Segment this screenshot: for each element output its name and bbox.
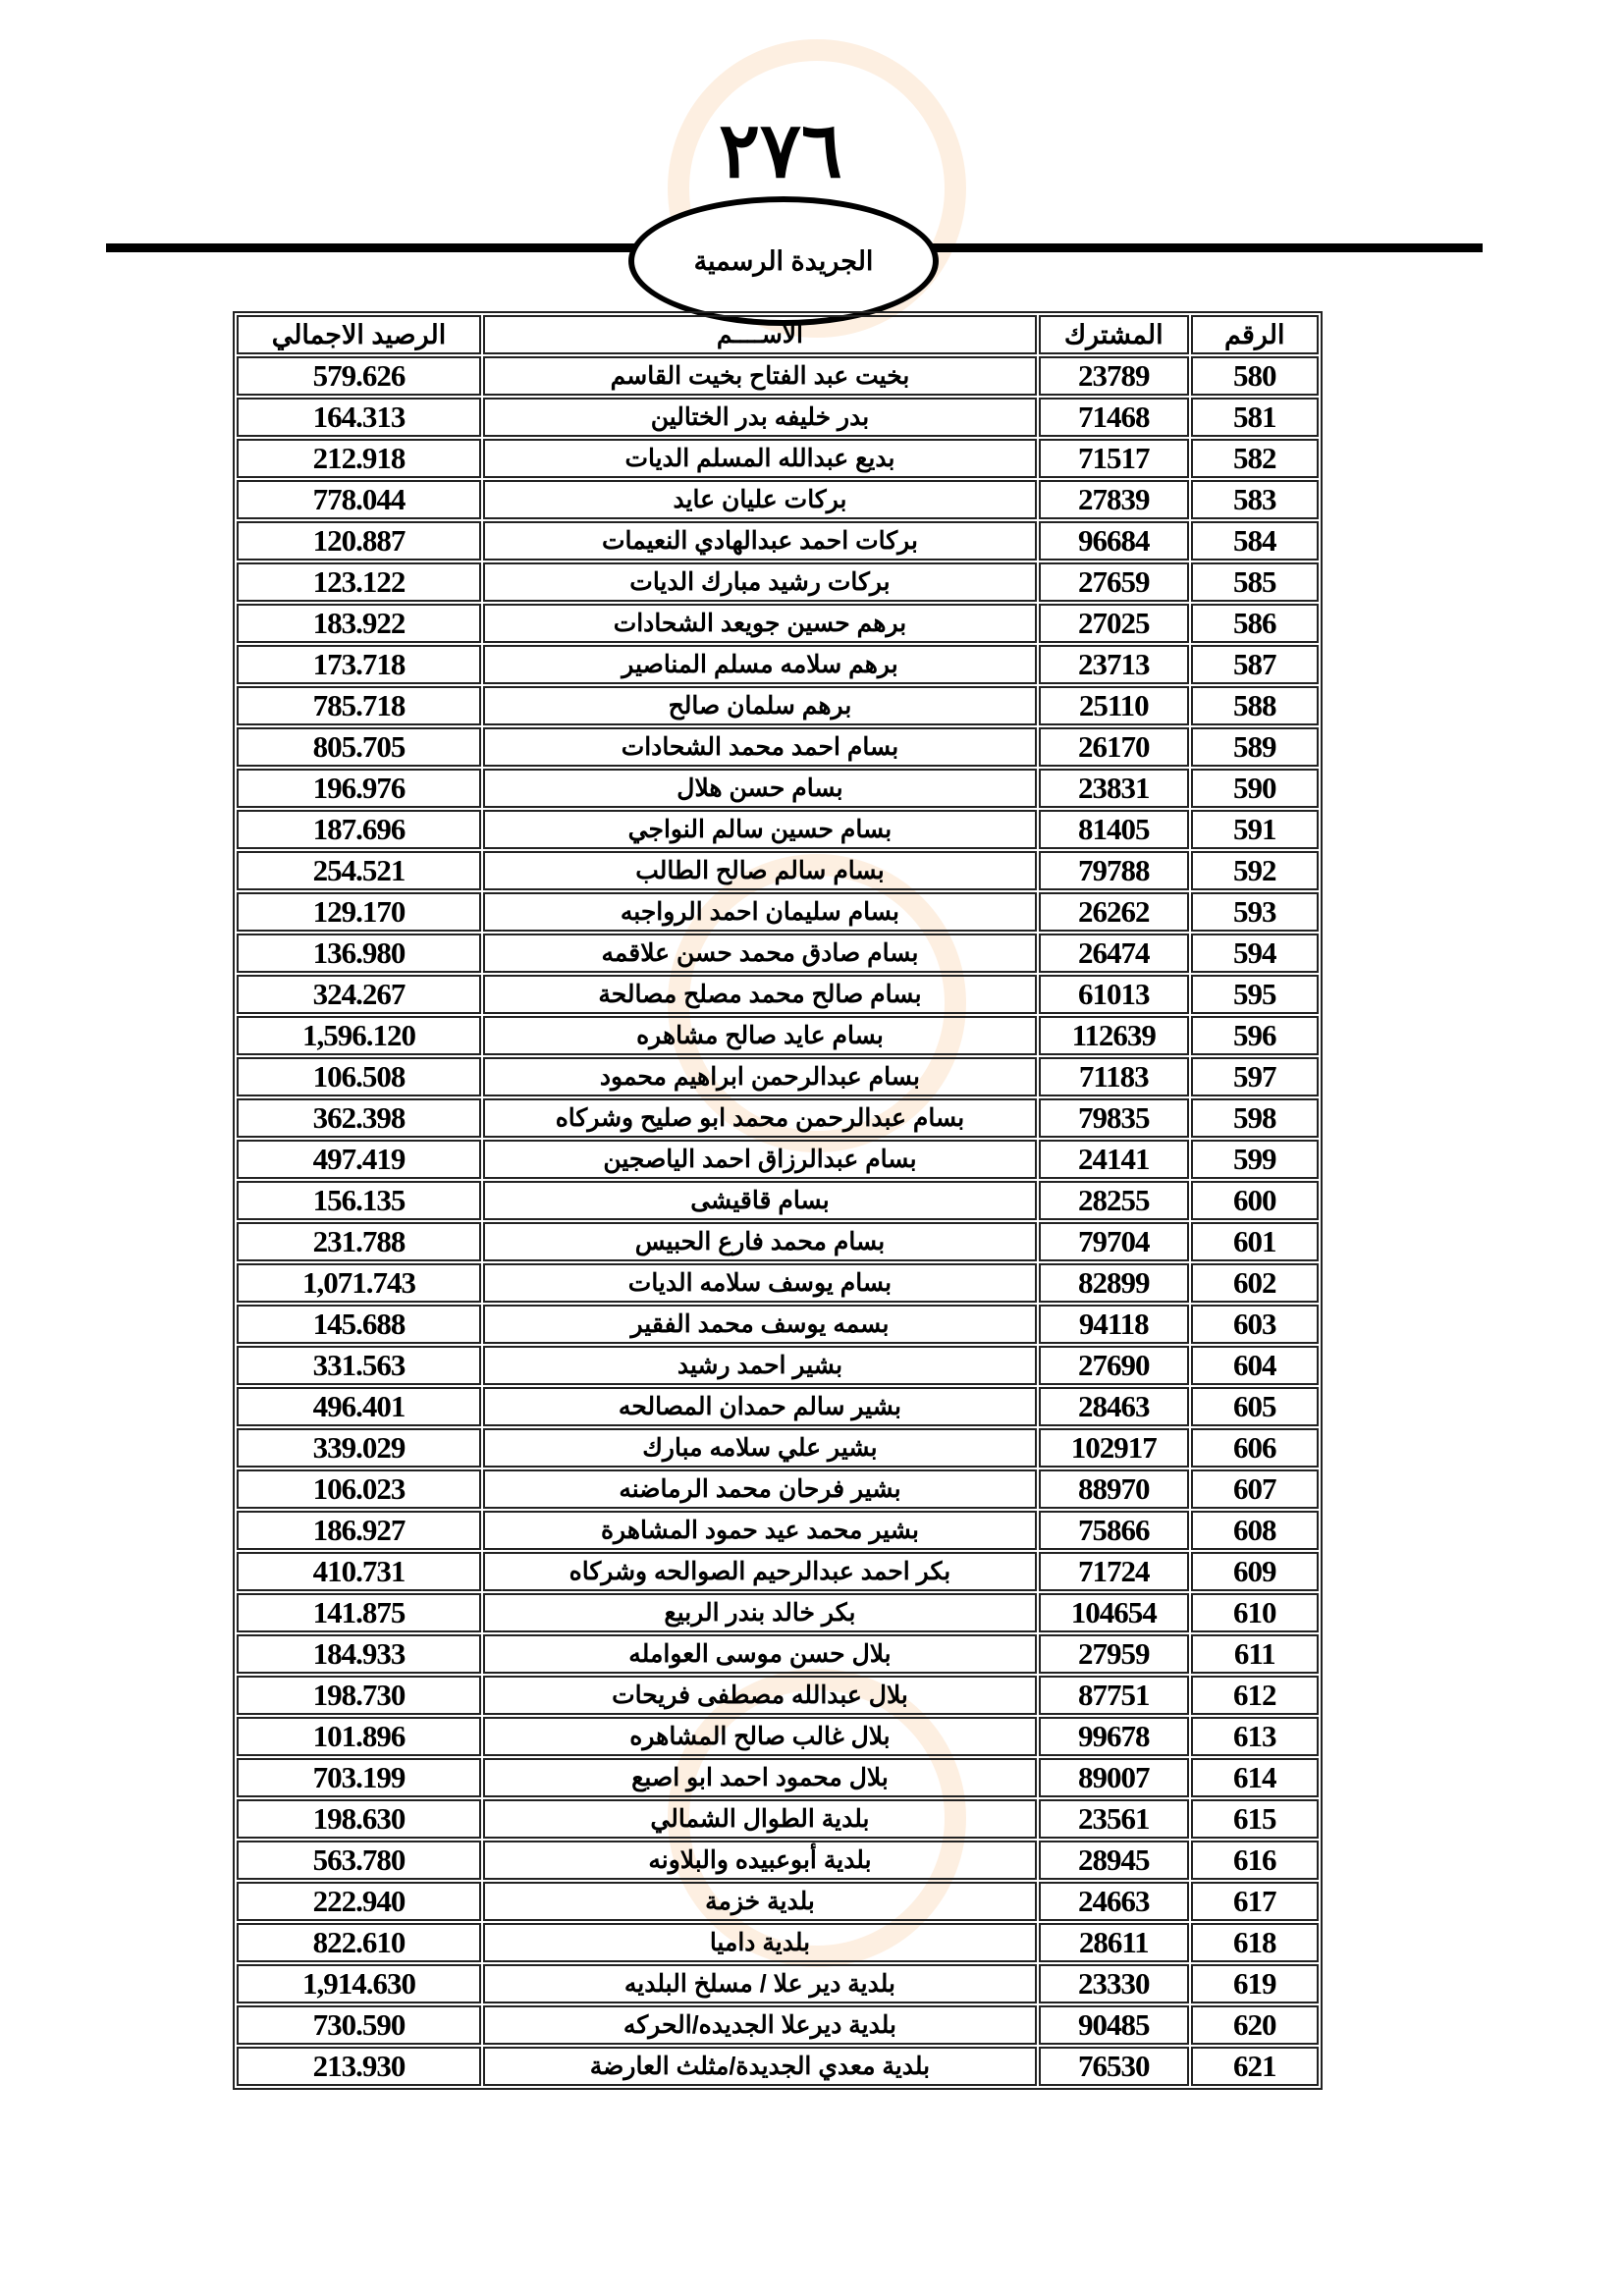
row-number: 581 — [1191, 398, 1319, 437]
row-number: 609 — [1191, 1552, 1319, 1591]
subscriber-id: 27959 — [1039, 1634, 1189, 1674]
row-number: 585 — [1191, 562, 1319, 602]
subscriber-id: 104654 — [1039, 1593, 1189, 1632]
subscriber-id: 82899 — [1039, 1263, 1189, 1303]
total-balance: 213.930 — [237, 2047, 481, 2086]
subscriber-id: 27690 — [1039, 1346, 1189, 1385]
total-balance: 184.933 — [237, 1634, 481, 1674]
subscriber-id: 27659 — [1039, 562, 1189, 602]
subscriber-id: 24663 — [1039, 1882, 1189, 1921]
subscriber-id: 71724 — [1039, 1552, 1189, 1591]
row-number: 605 — [1191, 1387, 1319, 1426]
row-number: 602 — [1191, 1263, 1319, 1303]
table-row — [237, 1469, 1319, 1509]
subscriber-name: بسام عبدالرحمن محمد ابو صليح وشركاه — [483, 1098, 1037, 1138]
subscriber-name: بلدية خزمة — [483, 1882, 1037, 1921]
subscriber-name: بخيت عبد الفتاح بخيت القاسم — [483, 356, 1037, 396]
total-balance: 730.590 — [237, 2005, 481, 2045]
subscriber-name: برهم سلامه مسلم المناصير — [483, 645, 1037, 684]
table-row — [237, 1057, 1319, 1096]
subscriber-id: 26170 — [1039, 727, 1189, 767]
row-number: 617 — [1191, 1882, 1319, 1921]
row-number: 588 — [1191, 686, 1319, 725]
subscriber-id: 23713 — [1039, 645, 1189, 684]
total-balance: 136.980 — [237, 934, 481, 973]
subscriber-name: برهم سلمان صالح — [483, 686, 1037, 725]
row-number: 599 — [1191, 1140, 1319, 1179]
row-number: 586 — [1191, 604, 1319, 643]
subscriber-name: بسام سليمان احمد الرواجبه — [483, 892, 1037, 932]
subscriber-name: بسمه يوسف محمد الفقير — [483, 1305, 1037, 1344]
row-number: 591 — [1191, 810, 1319, 849]
subscriber-name: بكر خالد بندر الربيع — [483, 1593, 1037, 1632]
subscriber-name: بدر خليفه بدر الختالين — [483, 398, 1037, 437]
subscriber-name: بلدية أبوعبيده والبلاونه — [483, 1841, 1037, 1880]
subscriber-id: 79835 — [1039, 1098, 1189, 1138]
table-row — [237, 1511, 1319, 1550]
total-balance: 196.976 — [237, 769, 481, 808]
subscriber-name: بسام قاقيشى — [483, 1181, 1037, 1220]
subscriber-name: بسام عبدالرزاق احمد الياصجين — [483, 1140, 1037, 1179]
row-number: 614 — [1191, 1758, 1319, 1797]
subscriber-id: 28945 — [1039, 1841, 1189, 1880]
total-balance: 123.122 — [237, 562, 481, 602]
subscriber-name: بسام يوسف سلامه الديات — [483, 1263, 1037, 1303]
subscriber-name: بلدية معدي الجديدة/مثلث العارضة — [483, 2047, 1037, 2086]
total-balance: 331.563 — [237, 1346, 481, 1385]
subscriber-name: بلدية الطوال الشمالي — [483, 1799, 1037, 1839]
total-balance: 703.199 — [237, 1758, 481, 1797]
total-balance: 186.927 — [237, 1511, 481, 1550]
subscriber-name: بسام صادق محمد حسن علاقمه — [483, 934, 1037, 973]
total-balance: 1,596.120 — [237, 1016, 481, 1055]
subscriber-id: 25110 — [1039, 686, 1189, 725]
subscriber-name: بشير محمد عيد حمود المشاهرة — [483, 1511, 1037, 1550]
total-balance: 120.887 — [237, 521, 481, 561]
total-balance: 362.398 — [237, 1098, 481, 1138]
subscriber-name: بسام حسن هلال — [483, 769, 1037, 808]
total-balance: 563.780 — [237, 1841, 481, 1880]
subscriber-id: 96684 — [1039, 521, 1189, 561]
table-row — [237, 1140, 1319, 1179]
table-row — [237, 1882, 1319, 1921]
subscriber-name: برهم حسين جويعد الشحادات — [483, 604, 1037, 643]
row-number: 584 — [1191, 521, 1319, 561]
total-balance: 156.135 — [237, 1181, 481, 1220]
table-row — [237, 892, 1319, 932]
row-number: 600 — [1191, 1181, 1319, 1220]
table-row — [237, 1263, 1319, 1303]
row-number: 619 — [1191, 1964, 1319, 2003]
row-number: 589 — [1191, 727, 1319, 767]
row-number: 598 — [1191, 1098, 1319, 1138]
table-row — [237, 1346, 1319, 1385]
header-name: الاســــم — [483, 315, 1037, 354]
table-row — [237, 1181, 1319, 1220]
subscriber-id: 99678 — [1039, 1717, 1189, 1756]
row-number: 593 — [1191, 892, 1319, 932]
subscriber-id: 26262 — [1039, 892, 1189, 932]
subscriber-name: بركات رشيد مبارك الديات — [483, 562, 1037, 602]
table-row — [237, 769, 1319, 808]
subscriber-id: 24141 — [1039, 1140, 1189, 1179]
subscriber-id: 23561 — [1039, 1799, 1189, 1839]
table-row — [237, 1717, 1319, 1756]
table-row — [237, 480, 1319, 519]
table-row — [237, 521, 1319, 561]
row-number: 608 — [1191, 1511, 1319, 1550]
subscriber-name: بلال عبدالله مصطفى فريحات — [483, 1676, 1037, 1715]
subscriber-id: 28463 — [1039, 1387, 1189, 1426]
subscriber-id: 26474 — [1039, 934, 1189, 973]
subscriber-name: بسام احمد محمد الشحادات — [483, 727, 1037, 767]
total-balance: 183.922 — [237, 604, 481, 643]
row-number: 603 — [1191, 1305, 1319, 1344]
subscriber-name: بلال غالب صالح المشاهره — [483, 1717, 1037, 1756]
subscriber-name: بسام عايد صالح مشاهره — [483, 1016, 1037, 1055]
table-row — [237, 604, 1319, 643]
subscriber-name: بسام عبدالرحمن ابراهيم محمود — [483, 1057, 1037, 1096]
table-row — [237, 934, 1319, 973]
row-number: 597 — [1191, 1057, 1319, 1096]
row-number: 583 — [1191, 480, 1319, 519]
subscriber-id: 88970 — [1039, 1469, 1189, 1509]
subscriber-id: 89007 — [1039, 1758, 1189, 1797]
subscriber-id: 28611 — [1039, 1923, 1189, 1962]
page-number: ٢٧٦ — [719, 106, 842, 195]
total-balance: 339.029 — [237, 1428, 481, 1468]
subscriber-id: 61013 — [1039, 975, 1189, 1014]
subscriber-name: بلال حسن موسى العوامله — [483, 1634, 1037, 1674]
subscriber-id: 71183 — [1039, 1057, 1189, 1096]
table-row — [237, 356, 1319, 396]
table-row — [237, 1634, 1319, 1674]
subscriber-name: بشير علي سلامه مبارك — [483, 1428, 1037, 1468]
subscriber-name: بديع عبدالله المسلم الديات — [483, 439, 1037, 478]
row-number: 610 — [1191, 1593, 1319, 1632]
subscriber-id: 71517 — [1039, 439, 1189, 478]
subscriber-name: بشير سالم حمدان المصالحه — [483, 1387, 1037, 1426]
subscribers-table — [233, 311, 1323, 2090]
table-row — [237, 562, 1319, 602]
total-balance: 496.401 — [237, 1387, 481, 1426]
subscriber-name: بركات عليان عايد — [483, 480, 1037, 519]
row-number: 607 — [1191, 1469, 1319, 1509]
total-balance: 187.696 — [237, 810, 481, 849]
total-balance: 173.718 — [237, 645, 481, 684]
total-balance: 106.023 — [237, 1469, 481, 1509]
table-row — [237, 1387, 1319, 1426]
subscriber-name: بلال محمود احمد ابو اصبع — [483, 1758, 1037, 1797]
table-row — [237, 1552, 1319, 1591]
subscriber-id: 28255 — [1039, 1181, 1189, 1220]
subscriber-id: 102917 — [1039, 1428, 1189, 1468]
subscriber-id: 90485 — [1039, 2005, 1189, 2045]
table-row — [237, 810, 1319, 849]
total-balance: 785.718 — [237, 686, 481, 725]
total-balance: 497.419 — [237, 1140, 481, 1179]
total-balance: 198.730 — [237, 1676, 481, 1715]
table-row — [237, 727, 1319, 767]
subscriber-id: 87751 — [1039, 1676, 1189, 1715]
row-number: 596 — [1191, 1016, 1319, 1055]
table-header-row — [237, 315, 1319, 354]
subscriber-name: بشير فرحان محمد الرماضنه — [483, 1469, 1037, 1509]
table-row — [237, 975, 1319, 1014]
row-number: 615 — [1191, 1799, 1319, 1839]
table-row — [237, 1098, 1319, 1138]
subscriber-name: بركات احمد عبدالهادي النعيمات — [483, 521, 1037, 561]
row-number: 592 — [1191, 851, 1319, 890]
subscriber-id: 27839 — [1039, 480, 1189, 519]
total-balance: 778.044 — [237, 480, 481, 519]
table-row — [237, 1305, 1319, 1344]
subscriber-id: 112639 — [1039, 1016, 1189, 1055]
row-number: 606 — [1191, 1428, 1319, 1468]
table-row — [237, 1593, 1319, 1632]
subscriber-id: 75866 — [1039, 1511, 1189, 1550]
table-row — [237, 1923, 1319, 1962]
table-row — [237, 686, 1319, 725]
table-row — [237, 2047, 1319, 2086]
total-balance: 805.705 — [237, 727, 481, 767]
table-row — [237, 398, 1319, 437]
table-row — [237, 645, 1319, 684]
row-number: 616 — [1191, 1841, 1319, 1880]
subscriber-name: بسام محمد فارع الحبيس — [483, 1222, 1037, 1261]
subscriber-name: بلدية دير علا / مسلخ البلديه — [483, 1964, 1037, 2003]
row-number: 587 — [1191, 645, 1319, 684]
subscriber-id: 79788 — [1039, 851, 1189, 890]
subscriber-name: بلدية ديرعلا الجديده/الحركه — [483, 2005, 1037, 2045]
total-balance: 141.875 — [237, 1593, 481, 1632]
total-balance: 324.267 — [237, 975, 481, 1014]
table-row — [237, 1016, 1319, 1055]
subscriber-id: 23831 — [1039, 769, 1189, 808]
total-balance: 1,914.630 — [237, 1964, 481, 2003]
table-row — [237, 1428, 1319, 1468]
subscriber-name: بسام حسين سالم النواجي — [483, 810, 1037, 849]
table-row — [237, 1841, 1319, 1880]
total-balance: 254.521 — [237, 851, 481, 890]
total-balance: 212.918 — [237, 439, 481, 478]
total-balance: 101.896 — [237, 1717, 481, 1756]
subscriber-id: 94118 — [1039, 1305, 1189, 1344]
row-number: 620 — [1191, 2005, 1319, 2045]
table-row — [237, 439, 1319, 478]
subscriber-id: 23330 — [1039, 1964, 1189, 2003]
table-row — [237, 851, 1319, 890]
table-row — [237, 1964, 1319, 2003]
row-number: 594 — [1191, 934, 1319, 973]
publication-title: الجريدة الرسمية — [693, 245, 874, 276]
table-row — [237, 1676, 1319, 1715]
subscriber-id: 27025 — [1039, 604, 1189, 643]
row-number: 580 — [1191, 356, 1319, 396]
row-number: 595 — [1191, 975, 1319, 1014]
subscriber-name: بلدية داميا — [483, 1923, 1037, 1962]
total-balance: 145.688 — [237, 1305, 481, 1344]
subscriber-name: بسام سالم صالح الطالب — [483, 851, 1037, 890]
row-number: 618 — [1191, 1923, 1319, 1962]
subscriber-name: بسام صالح محمد مصلح مصالحة — [483, 975, 1037, 1014]
subscriber-id: 79704 — [1039, 1222, 1189, 1261]
subscriber-name: بكر احمد عبدالرحيم الصوالحه وشركاه — [483, 1552, 1037, 1591]
total-balance: 164.313 — [237, 398, 481, 437]
total-balance: 410.731 — [237, 1552, 481, 1591]
subscriber-id: 23789 — [1039, 356, 1189, 396]
table-row — [237, 1799, 1319, 1839]
header-balance: الرصيد الاجمالي — [237, 315, 481, 354]
row-number: 601 — [1191, 1222, 1319, 1261]
total-balance: 198.630 — [237, 1799, 481, 1839]
total-balance: 106.508 — [237, 1057, 481, 1096]
total-balance: 231.788 — [237, 1222, 481, 1261]
subscriber-id: 81405 — [1039, 810, 1189, 849]
row-number: 590 — [1191, 769, 1319, 808]
row-number: 613 — [1191, 1717, 1319, 1756]
table-row — [237, 1222, 1319, 1261]
row-number: 604 — [1191, 1346, 1319, 1385]
total-balance: 579.626 — [237, 356, 481, 396]
publication-title-ellipse — [628, 196, 939, 326]
row-number: 621 — [1191, 2047, 1319, 2086]
total-balance: 129.170 — [237, 892, 481, 932]
subscriber-id: 71468 — [1039, 398, 1189, 437]
table-row — [237, 2005, 1319, 2045]
total-balance: 822.610 — [237, 1923, 481, 1962]
row-number: 612 — [1191, 1676, 1319, 1715]
subscriber-name: بشير احمد رشيد — [483, 1346, 1037, 1385]
row-number: 582 — [1191, 439, 1319, 478]
header-number: الرقم — [1191, 315, 1319, 354]
row-number: 611 — [1191, 1634, 1319, 1674]
total-balance: 222.940 — [237, 1882, 481, 1921]
header-subscriber: المشترك — [1039, 315, 1189, 354]
total-balance: 1,071.743 — [237, 1263, 481, 1303]
subscriber-id: 76530 — [1039, 2047, 1189, 2086]
table-row — [237, 1758, 1319, 1797]
